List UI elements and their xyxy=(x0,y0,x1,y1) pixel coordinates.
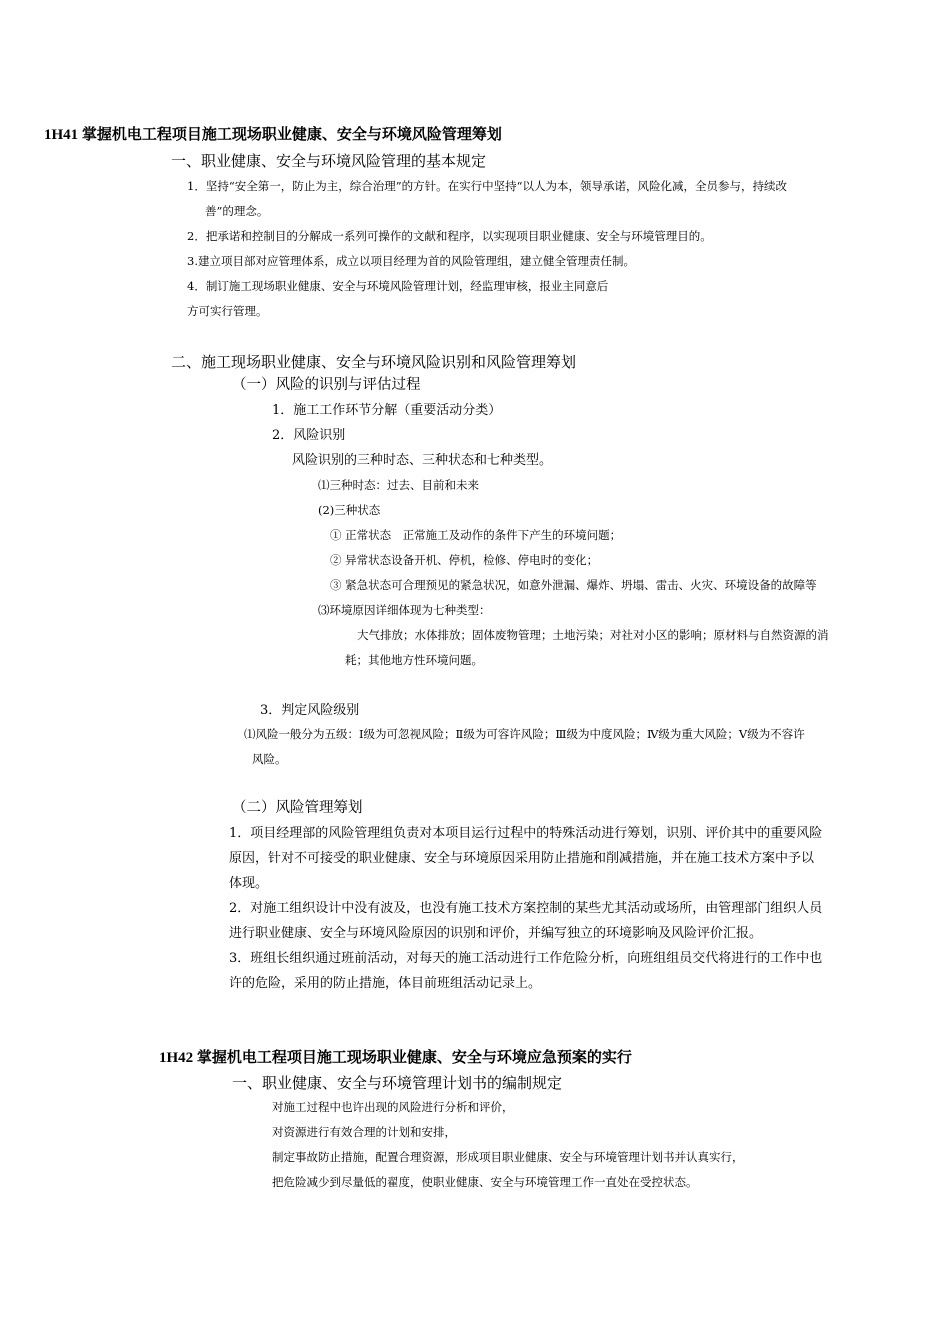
plan-line-2: 对资源进行有效合理的计划和安排， xyxy=(272,1125,456,1139)
step-2: 2．风险识别 xyxy=(272,428,346,443)
planning-3-line-a: 3．班组长组织通过班前活动，对每天的施工活动进行工作危险分析，向班组组员交代将进行的工作中也 xyxy=(229,951,823,966)
rule-2: 2．把承诺和控制目的分解成一系列可操作的文献和程序，以实现项目职业健康、安全与环境管理目的。 xyxy=(187,229,712,243)
plan-line-1: 对施工过程中也许出现的风险进行分析和评价， xyxy=(272,1100,514,1114)
step-1: 1．施工工作环节分解（重要活动分类） xyxy=(272,403,502,418)
basic-rules-heading: 一、职业健康、安全与环境风险管理的基本规定 xyxy=(171,152,487,170)
state-abnormal: ② 异常状态设备开机、停机，检修、停电时的变化； xyxy=(330,553,599,567)
rule-1-line-b: 善”的理念。 xyxy=(205,204,269,218)
section-1h42-title: 1H42 掌握机电工程项目施工现场职业健康、安全与环境应急预案的实行 xyxy=(159,1050,632,1066)
section-1h41-title: 1H41 掌握机电工程项目施工现场职业健康、安全与环境风险管理筹划 xyxy=(44,127,502,143)
plan-line-3: 制定事故防止措施，配置合理资源，形成项目职业健康、安全与环境管理计划书并认真实行， xyxy=(272,1150,744,1164)
rule-4-line-b: 方可实行管理。 xyxy=(187,304,268,318)
step-3: 3．判定风险级别 xyxy=(260,703,360,718)
state-normal: ① 正常状态 正常施工及动作的条件下产生的环境问题； xyxy=(330,528,622,542)
planning-2-line-a: 2．对施工组织设计中没有波及，也没有施工技术方案控制的某些尤其活动或场所，由管理部门组织人员 xyxy=(229,901,823,916)
planning-1-line-a: 1．项目经理部的风险管理组负责对本项目运行过程中的特殊活动进行筹划，识别、评价其中的重要风险 xyxy=(229,826,823,841)
rule-1-line-a: 1．坚持“安全第一，防止为主，综合治理”的方针。在实行中坚持“以人为本，领导承诺，风险化减，全员参与，持续改 xyxy=(187,179,787,193)
seven-types: ⑶环境原因详细体现为七种类型： xyxy=(318,603,491,617)
seven-types-list-b: 耗；其他地方性环境问题。 xyxy=(345,653,483,667)
state-emergency: ③ 紧急状态可合理预见的紧急状况，如意外泄漏、爆炸、坍塌、雷击、火灾、环境设备的故障等 xyxy=(330,578,817,592)
plan-compilation-heading: 一、职业健康、安全与环境管理计划书的编制规定 xyxy=(232,1074,563,1092)
step-2-intro: 风险识别的三种时态、三种状态和七种类型。 xyxy=(292,453,553,468)
rule-3: 3.建立项目部对应管理体系，成立以项目经理为首的风险管理组，建立健全管理责任制。 xyxy=(187,254,635,268)
seven-types-list-a: 大气排放；水体排放；固体废物管理；土地污染；对社对小区的影响；原材料与自然资源的消 xyxy=(357,628,829,642)
risk-assessment-subheading: （一）风险的识别与评估过程 xyxy=(232,377,421,393)
risk-identification-heading: 二、施工现场职业健康、安全与环境风险识别和风险管理筹划 xyxy=(171,353,577,371)
planning-2-line-b: 进行职业健康、安全与环境风险原因的识别和评价，并编写独立的环境影响及风险评价汇报。 xyxy=(229,926,763,941)
plan-line-4: 把危险减少到尽量低的翟度，使职业健康、安全与环境管理工作一直处在受控状态。 xyxy=(272,1175,698,1189)
three-tenses: ⑴三种时态：过去、目前和未来 xyxy=(318,478,479,492)
planning-3-line-b: 许的危险，采用的防止措施，体目前班组活动记录上。 xyxy=(229,976,542,991)
planning-1-line-c: 体现。 xyxy=(229,876,269,891)
risk-levels-line-b: 风险。 xyxy=(252,752,287,766)
rule-4-line-a: 4．制订施工现场职业健康、安全与环境风险管理计划，经监理审核，报业主同意后 xyxy=(187,279,609,293)
planning-1-line-b: 原因，针对不可接受的职业健康、安全与环境原因采用防止措施和削减措施，并在施工技术方案中予以 xyxy=(229,851,815,866)
three-states: (2)三种状态 xyxy=(318,503,381,517)
risk-planning-subheading: （二）风险管理筹划 xyxy=(232,800,363,816)
risk-levels-line-a: ⑴风险一般分为五级：Ⅰ级为可忽视风险；Ⅱ级为可容许风险；Ⅲ级为中度风险；Ⅳ级为重大风险；Ⅴ级为不容许 xyxy=(244,727,805,741)
